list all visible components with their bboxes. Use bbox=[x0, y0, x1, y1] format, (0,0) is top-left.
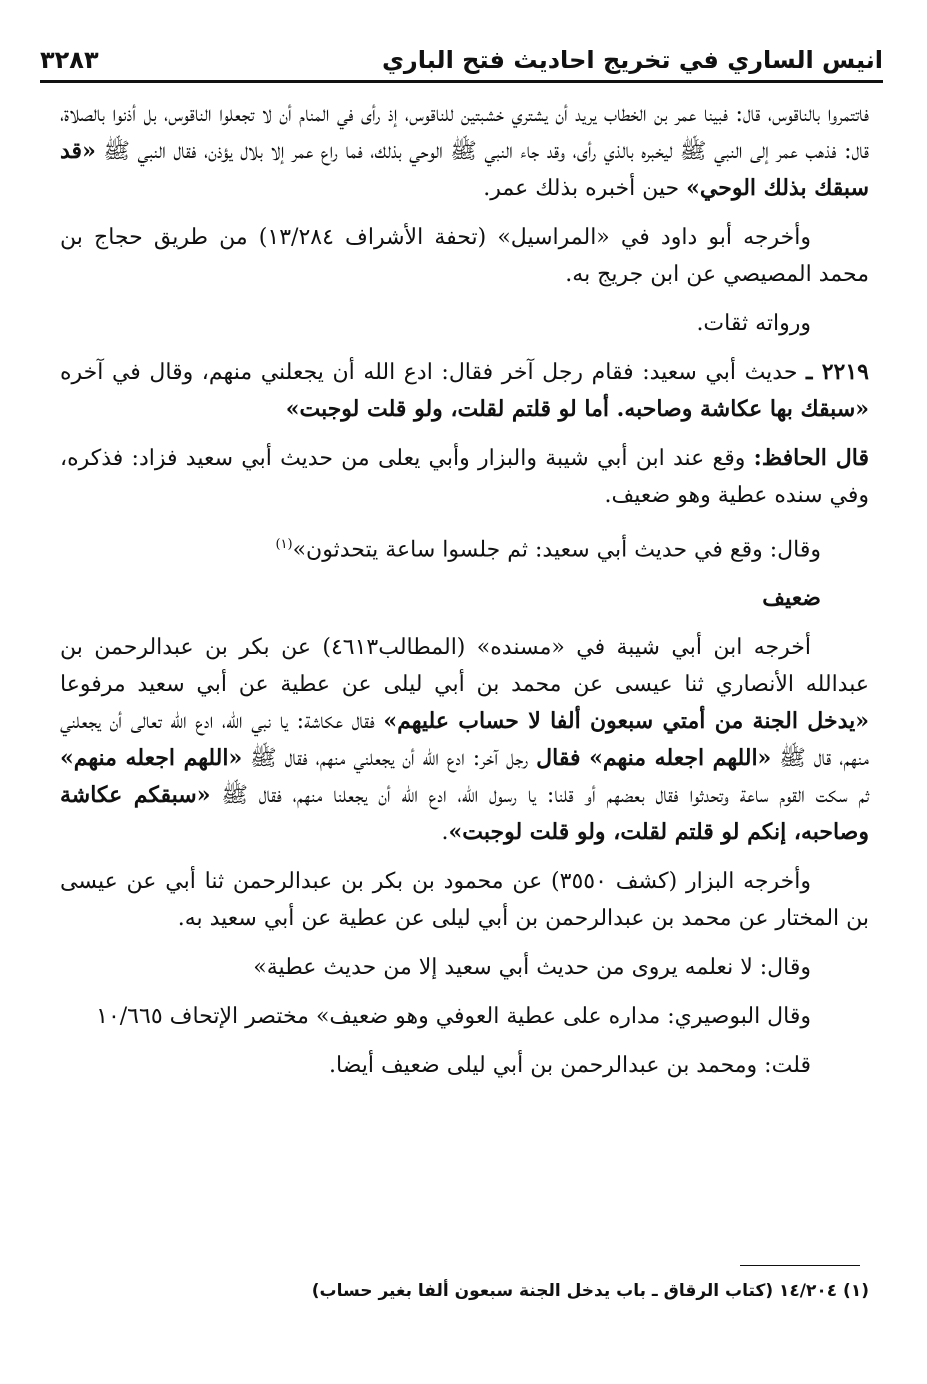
paragraph-10: وقال البوصيري: مداره على عطية العوفي وهو ضعيف» مختصر الإتحاف ١٠/٦٦٥ bbox=[96, 1004, 811, 1030]
quote-revelation: «قد سبقك بذلك الوحي» bbox=[60, 138, 869, 201]
p7-i: «سبقكم عكاشة وصاحبه، إنكم لو قلتم لقلت، ولو قلت لوجبت» bbox=[60, 782, 869, 846]
hadith-text: حديث أبي سعيد: فقام رجل آخر فقال: ادع الله أن يجعلني منهم، وقال في آخره bbox=[60, 360, 807, 385]
paragraph-2: وأخرجه أبو داود في «المراسيل» (تحفة الأشراف ١٣/٢٨٤) من طريق حجاج بن محمد المصيصي عن ابن جريج به. bbox=[60, 225, 869, 287]
hadith-entry bbox=[60, 354, 869, 428]
p7-j: . bbox=[441, 820, 449, 846]
paragraph-1 bbox=[60, 96, 869, 207]
grade-heading: ضعيف bbox=[762, 585, 821, 612]
hadith-quote: «سبقك بها عكاشة وصاحبه. أما لو قلتم لقلت، ولو قلت لوجبت» bbox=[285, 396, 869, 422]
paragraph-11: قلت: ومحمد بن عبدالرحمن بن أبي ليلى ضعيف أيضا. bbox=[329, 1053, 811, 1079]
p7-f: رجل آخر: ادع الله أن يجعلني منهم، فقال ﷺ bbox=[242, 746, 537, 772]
hadith-number: ٢٢١٩ ـ bbox=[806, 359, 869, 385]
paragraph-1-text: فاتتمروا بالناقوس، قال: فبينا عمر بن الخطاب يريد أن يشتري خشبتين للناقوس، إذ رأى في المنام أن لا تجعلوا الناقوس، بل أذنوا بالصلاة، قال: فذهب عمر إلى النبي ﷺ ليخبره بالذي رأى، وقد جاء النبي ﷺ الوحي بذلك، فما راع عمر إلا بلال يؤذن، فقال النبي ﷺ bbox=[60, 102, 869, 164]
p7-b: «يدخل الجنة من أمتي سبعون ألفا لا حساب عليهم» bbox=[383, 708, 869, 735]
page-number: ٣٢٨٣ bbox=[40, 46, 99, 74]
p7-h: ثم سكت القوم ساعة وتحدثوا فقال بعضهم أو قلنا: يا رسول الله، ادع الله أن يجعلنا منهم، فقال ﷺ bbox=[210, 783, 870, 809]
page-body bbox=[60, 96, 869, 1096]
hafiz-label: قال الحافظ: bbox=[753, 445, 869, 471]
paragraph-7 bbox=[60, 629, 869, 851]
paragraph-6 bbox=[60, 526, 869, 568]
footnote-ref: (١) bbox=[275, 537, 293, 552]
hafiz-text: وقع عند ابن أبي شيبة والبزار وأبي يعلى من حديث أبي سعيد فزاد: فذكره، وفي سنده عطية وهو ضعيف. bbox=[60, 446, 869, 508]
p7-e: فقال bbox=[536, 745, 590, 772]
footnote-rule bbox=[740, 1265, 860, 1266]
hafiz-comment bbox=[60, 440, 869, 514]
page-header bbox=[40, 34, 883, 74]
p7-d: «اللهم اجعله منهم» bbox=[589, 745, 772, 772]
p7-c: فقال عكاشة: يا نبي الله، ادع الله تعالى أن يجعلني منهم، قال ﷺ bbox=[60, 709, 869, 772]
paragraph-6-text: وقال: وقع في حديث أبي سعيد: ثم جلسوا ساعة يتحدثون» bbox=[292, 537, 821, 563]
paragraph-3: ورواته ثقات. bbox=[696, 311, 811, 336]
paragraph-1-end: حين أخبره بذلك عمر. bbox=[483, 176, 687, 201]
p7-a: أخرجه ابن أبي شيبة في «مسنده» (المطالب٤٦١٣) عن بكر بن عبدالرحمن بن عبدالله الأنصاري ثنا عيسى عن محمد بن أبي ليلى عن عطية عن أبي سعيد مرفوعا bbox=[60, 635, 869, 698]
header-rule bbox=[40, 80, 883, 83]
p7-g: «اللهم اجعله منهم» bbox=[60, 745, 243, 772]
running-title: انيس الساري في تخريج احاديث فتح الباري bbox=[381, 46, 883, 74]
footnote: (١) ١٤/٢٠٤ (كتاب الرقاق ـ باب يدخل الجنة سبعون ألفا بغير حساب) bbox=[311, 1281, 869, 1301]
paragraph-9: وقال: لا نعلمه يروى من حديث أبي سعيد إلا من حديث عطية» bbox=[253, 955, 811, 981]
paragraph-8: وأخرجه البزار (كشف ٣٥٥٠) عن محمود بن بكر بن عبدالرحمن ثنا أبي عن عيسى بن المختار عن محمد بن عبدالرحمن بن أبي ليلى عن عطية عن أبي سعيد به. bbox=[60, 869, 869, 932]
